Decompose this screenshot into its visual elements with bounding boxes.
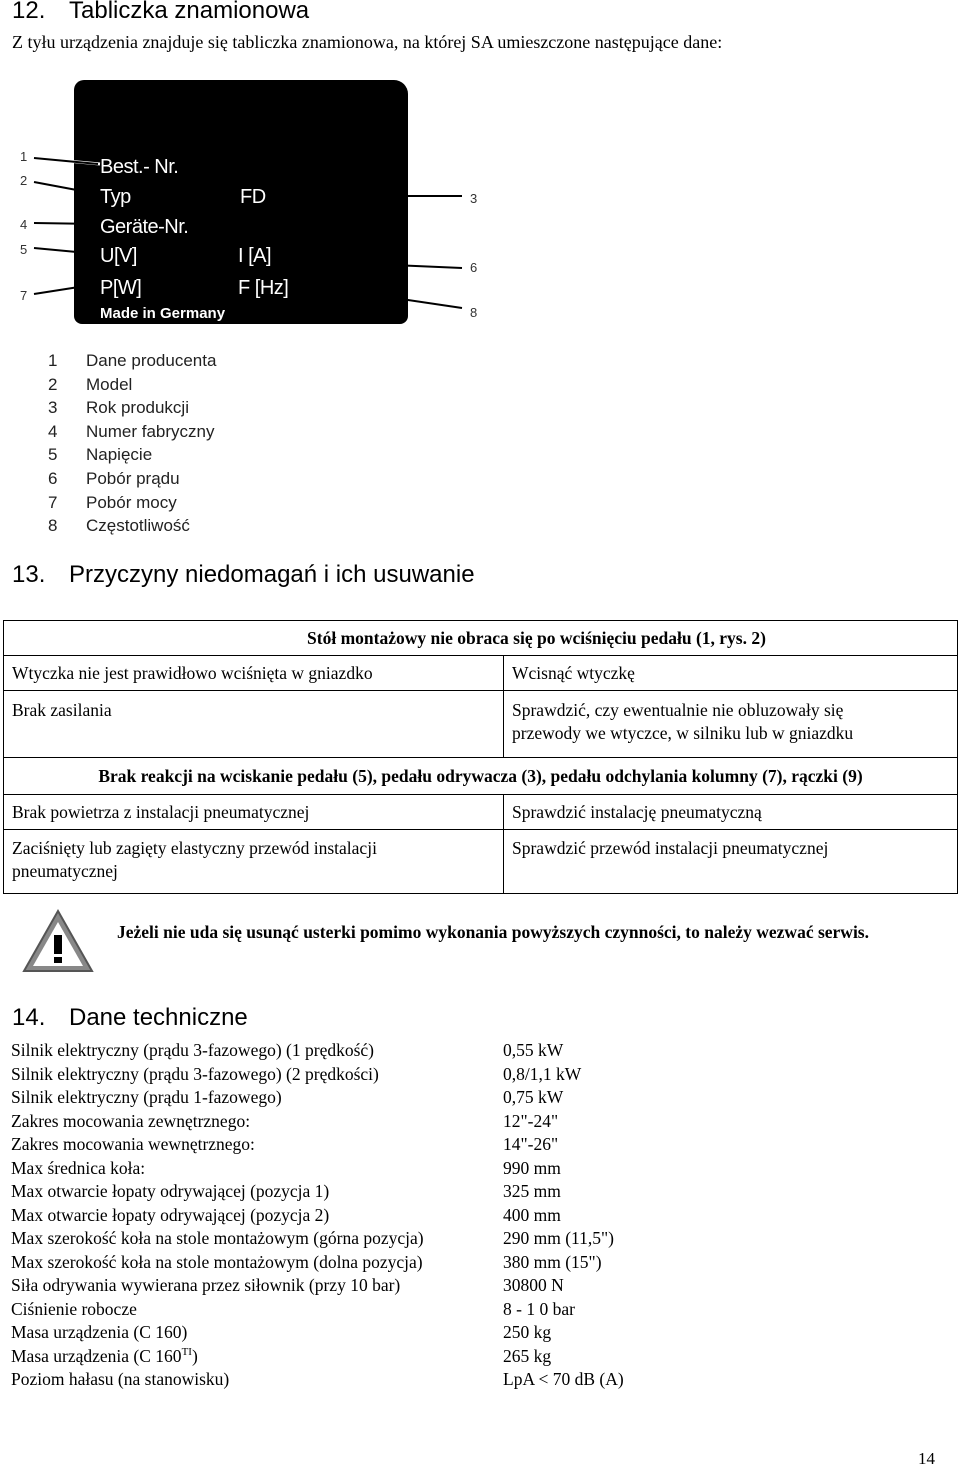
table-row (4, 656, 958, 691)
legend-item: 3 Rok produkcji (48, 398, 189, 418)
cause-cell: Brak zasilania (4, 691, 504, 758)
spec-label: Masa urządzenia (C $160^{TI}$) (11, 1345, 198, 1366)
plate-made-in: Made in Germany (100, 305, 226, 322)
cause-cell: Wtyczka nie jest prawidłowo wciśnięta w gniazdko (4, 656, 504, 691)
spec-row (11, 1227, 711, 1251)
plate-best-nr: Best.- Nr. (100, 156, 179, 178)
plate-geraete-nr: Geräte-Nr. (100, 216, 189, 238)
nameplate-legend (48, 349, 216, 538)
section-12-heading (12, 0, 309, 25)
spec-row (11, 1133, 711, 1157)
spec-value: 265 kg (503, 1345, 552, 1366)
spec-label: Poziom hałasu (na stanowisku) (11, 1369, 230, 1389)
remedy-cell: Sprawdzić przewód instalacji pneumatycznej (504, 830, 958, 894)
spec-row (11, 1298, 711, 1322)
spec-label: Silnik elektryczny (prądu 3-fazowego) (2 prędkości) (11, 1063, 379, 1084)
spec-value: 0,55 kW (503, 1040, 564, 1060)
spec-row (11, 1274, 711, 1298)
legend-item: 8 Częstotliwość (48, 516, 190, 536)
spec-value: 380 mm (15") (503, 1251, 602, 1272)
spec-value: 8 - 1 0 bar (503, 1298, 575, 1319)
spec-row (11, 1204, 711, 1228)
spec-label: Max otwarcie łopaty odrywającej (pozycja 1) (11, 1181, 330, 1201)
spec-row (11, 1110, 711, 1134)
table-group-header: Brak reakcji na wciskanie pedału (5), pedału odrywacza (3), pedału odchylania kolumny (7), rączki (9) (4, 758, 958, 795)
cause-cell: Brak powietrza z instalacji pneumatycznej (4, 795, 504, 830)
spec-row (11, 1180, 711, 1204)
callout-lines (0, 76, 500, 331)
callout-3: 3 (470, 191, 478, 206)
nameplate-figure (0, 76, 500, 331)
plate-f: F [Hz] (238, 277, 289, 299)
spec-label: Ciśnienie robocze (11, 1298, 137, 1319)
spec-row (11, 1039, 711, 1063)
plate-u: U[V] (100, 245, 137, 267)
spec-row (11, 1251, 711, 1275)
section-14-heading (12, 1004, 248, 1032)
legend-item: 2 Model (48, 374, 133, 394)
warning-text: Jeżeli nie uda się usunąć usterki pomimo wykonania powyższych czynności, to należy wezwać serwis. (117, 922, 869, 942)
remedy-cell: Sprawdzić instalację pneumatyczną (504, 795, 958, 830)
legend-item: 4 Numer fabryczny (48, 421, 215, 441)
spec-value: 990 mm (503, 1157, 561, 1178)
plate-i: I [A] (238, 245, 272, 267)
spec-label: Silnik elektryczny (prądu 3-fazowego) (1 prędkość) (11, 1040, 374, 1060)
spec-list (11, 1039, 711, 1392)
spec-value: LpA < 70 dB (A) (503, 1369, 624, 1389)
callout-2: 2 (20, 173, 28, 188)
spec-value: 400 mm (503, 1204, 561, 1225)
callout-5: 5 (20, 242, 28, 257)
warning-triangle-icon (22, 908, 94, 974)
spec-label: Max otwarcie łopaty odrywającej (pozycja 2) (11, 1204, 330, 1225)
spec-value: 0,75 kW (503, 1087, 564, 1107)
spec-label: Zakres mocowania zewnętrznego: (11, 1110, 251, 1131)
spec-value: 290 mm (11,5") (503, 1228, 614, 1248)
remedy-cell: Wcisnąć wtyczkę (504, 656, 958, 691)
table-group-header: Stół montażowy nie obraca się po wciśnięciu pedału (1, rys. 2) (4, 621, 958, 656)
spec-row (11, 1368, 711, 1392)
legend-item: 5 Napięcie (48, 445, 153, 465)
callout-4: 4 (20, 217, 28, 232)
spec-label: Silnik elektryczny (prądu 1-fazowego) (11, 1087, 282, 1107)
section-14-title: Dane techniczne (69, 1004, 248, 1031)
spec-label: Max szerokość koła na stole montażowym (górna pozycja) (11, 1228, 424, 1248)
spec-row (11, 1086, 711, 1110)
spec-label: Masa urządzenia (C 160) (11, 1322, 188, 1342)
spec-label: Max szerokość koła na stole montażowym (dolna pozycja) (11, 1251, 423, 1272)
spec-row (11, 1157, 711, 1181)
spec-value: 12"-24" (503, 1110, 559, 1131)
spec-row (11, 1063, 711, 1087)
callout-1: 1 (20, 149, 28, 164)
callout-6: 6 (470, 260, 478, 275)
spec-superscript: TI (181, 1345, 192, 1358)
plate-p: P[W] (100, 277, 142, 299)
plate-typ: Typ (100, 186, 131, 208)
table-row (4, 795, 958, 830)
spec-label: Max średnica koła: (11, 1157, 146, 1178)
callout-7: 7 (20, 288, 28, 303)
legend-item: 7 Pobór mocy (48, 492, 177, 512)
section-12-intro: Z tyłu urządzenia znajduje się tabliczka znamionowa, na której SA umieszczone następujące dane: (12, 32, 723, 52)
page-number: 14 (918, 1449, 935, 1468)
spec-value: 250 kg (503, 1322, 552, 1342)
section-13-number: 13. (12, 561, 46, 588)
spec-row (11, 1321, 711, 1345)
spec-label: Zakres mocowania wewnętrznego: (11, 1134, 255, 1154)
legend-item: 6 Pobór prądu (48, 468, 180, 488)
section-13-title: Przyczyny niedomagań i ich usuwanie (69, 561, 475, 588)
table-row (4, 691, 958, 758)
table-row (4, 830, 958, 894)
spec-value: 0,8/1,1 kW (503, 1063, 582, 1084)
callout-8: 8 (470, 305, 478, 320)
cause-cell: Zaciśnięty lub zagięty elastyczny przewód instalacji pneumatycznej (4, 830, 504, 894)
spec-value: 14"-26" (503, 1134, 559, 1154)
spec-value: 30800 N (503, 1275, 564, 1295)
section-14-number: 14. (12, 1004, 46, 1031)
spec-label: Siła odrywania wywierana przez siłownik (przy 10 bar) (11, 1275, 401, 1295)
section-12-number: 12. (12, 0, 46, 24)
legend-item: 1 Dane producenta (48, 351, 217, 370)
remedy-cell: Sprawdzić, czy ewentualnie nie obluzowały się przewody we wtyczce, w silniku lub w gniazdku (504, 691, 958, 758)
section-12-title: Tabliczka znamionowa (69, 0, 310, 24)
plate-typ-value: FD (240, 186, 266, 208)
spec-value: 325 mm (503, 1181, 561, 1201)
troubleshooting-table (3, 620, 958, 894)
spec-row (11, 1345, 711, 1369)
section-13-heading (12, 561, 475, 589)
